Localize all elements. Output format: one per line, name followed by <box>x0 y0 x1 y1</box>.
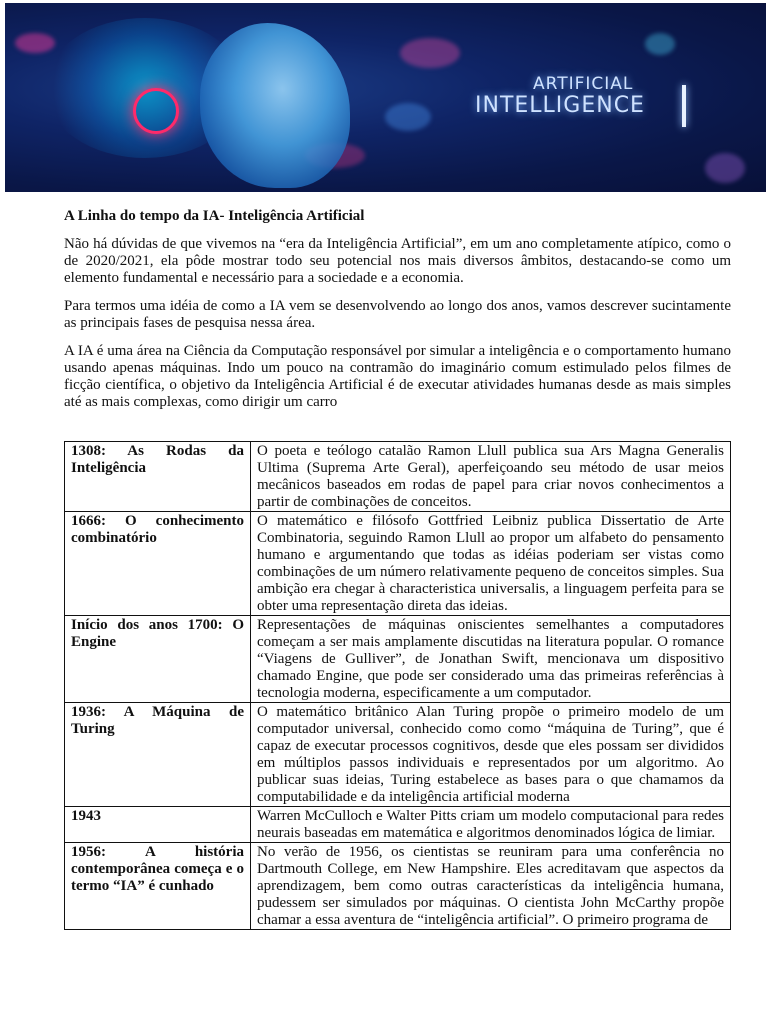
timeline-description: O poeta e teólogo catalão Ramon Llull publica sua Ars Magna Generalis Ultima (Suprema Arte Geral), aperfeiçoando seu método de usar meios mecânicos baseados em rodas de papel para criar novos conhecimentos a partir de combinações de conceitos. <box>251 442 731 512</box>
timeline-row <box>65 807 731 843</box>
timeline-description: O matemático e filósofo Gottfried Leibniz publica Dissertatio de Arte Combinatoria, seguindo Ramon Llull ao propor um alfabeto do pensamento humano e argumentando que todas as idéias poderiam ser vistas como combinações de um número relativamente pequeno de conceitos simples. Sua ambição era chegar à characteristica universalis, a linguagem perfeita para se obter uma representação direta das ideias. <box>251 512 731 616</box>
bokeh-light <box>385 103 431 131</box>
timeline-row <box>65 843 731 930</box>
timeline-date: 1666: O conhecimento combinatório <box>65 512 251 616</box>
timeline-description: O matemático britânico Alan Turing propõe o primeiro modelo de um computador universal, conhecido como como “máquina de Turing”, que é capaz de executar processos cognitivos, desde que eles possam ser divididos em múltiplos passos individuais e representados por um algoritmo. Ao publicar suas ideias, Turing estabelece as bases para o que chamamos da computabilidade e da inteligência artificial moderna <box>251 703 731 807</box>
timeline-row <box>65 512 731 616</box>
timeline-row <box>65 703 731 807</box>
definition-paragraph: A IA é uma área na Ciência da Computação responsável por simular a inteligência e o comportamento humano usando apenas máquinas. Indo um pouco na contramão do imaginário comum estimulado pelos filmes de ficção científica, o objetivo da Inteligência Artificial é de executar atividades humanas desde as mais simples até as mais complexas, como dirigir um carro <box>64 343 731 410</box>
document-body <box>64 208 731 422</box>
bokeh-light <box>400 38 460 68</box>
timeline-description: Representações de máquinas oniscientes semelhantes a computadores começam a ser mais amplamente discutidas na literatura popular. O romance “Viagens de Gulliver”, de Jonathan Swift, mencionava um dispositivo chamado Engine, que pode ser considerado uma das primeiras referências à tecnologia moderna, especificamente a um computador. <box>251 616 731 703</box>
scope-paragraph: Para termos uma idéia de como a IA vem se desenvolvendo ao longo dos anos, vamos descrever sucintamente as principais fases de pesquisa nessa área. <box>64 298 731 331</box>
banner-caption <box>475 75 705 118</box>
timeline-date: 1943 <box>65 807 251 843</box>
bokeh-light <box>705 153 745 183</box>
timeline-description: Warren McCulloch e Walter Pitts criam um modelo computacional para redes neurais baseadas em matemática e algoritmos denominados lógica de limiar. <box>251 807 731 843</box>
timeline-date: 1308: As Rodas da Inteligência <box>65 442 251 512</box>
timeline-date: Início dos anos 1700: O Engine <box>65 616 251 703</box>
digital-head-graphic <box>200 23 350 188</box>
timeline-row <box>65 616 731 703</box>
timeline-table <box>64 441 731 930</box>
intro-paragraph: Não há dúvidas de que vivemos na “era da Inteligência Artificial”, em um ano completamente atípico, como o de 2020/2021, ela pôde mostrar todo seu potencial nos mais diversos âmbitos, destacando-se como um elemento fundamental e necessário para a sociedade e a economia. <box>64 236 731 286</box>
banner-caption-line2: INTELLIGENCE <box>475 92 645 118</box>
timeline-row <box>65 442 731 512</box>
bokeh-light <box>15 33 55 53</box>
glowing-circle-graphic <box>133 88 179 134</box>
ai-banner-image <box>5 3 766 192</box>
bokeh-light <box>645 33 675 55</box>
timeline-description: No verão de 1956, os cientistas se reuniram para uma conferência no Dartmouth College, em New Hampshire. Eles acreditavam que aspectos da aprendizagem, bem como outras características da inteligência humana, pudessem ser simulados por máquinas. O cientista John McCarthy propõe chamar a essa aventura de “inteligência artificial”. O primeiro programa de <box>251 843 731 930</box>
banner-caption-line1: ARTIFICIAL <box>533 74 634 94</box>
timeline-date: 1936: A Máquina de Turing <box>65 703 251 807</box>
document-title: A Linha do tempo da IA- Inteligência Artificial <box>64 208 365 224</box>
banner-accent-bar <box>682 85 686 127</box>
timeline-date: 1956: A história contemporânea começa e o termo “IA” é cunhado <box>65 843 251 930</box>
